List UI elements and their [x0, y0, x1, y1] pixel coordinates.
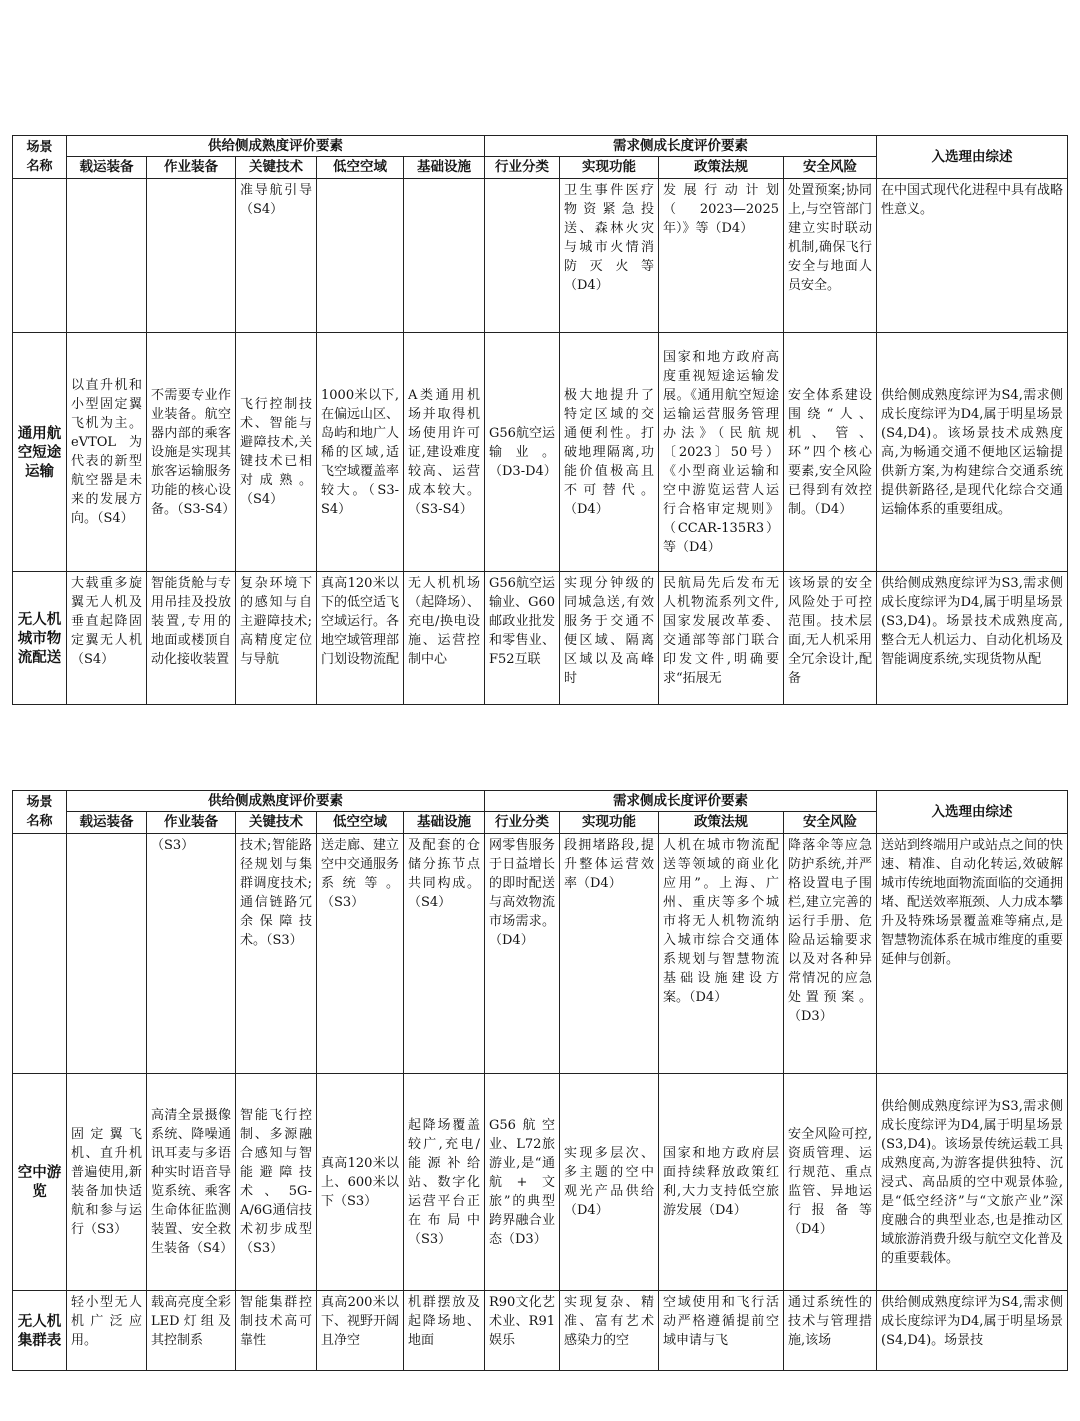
table-row	[13, 1074, 1068, 1291]
cell-summary: 供给侧成熟度综评为S4,需求侧成长度综评为D4,属于明星场景(S4,D4)。场景技	[877, 1291, 1068, 1371]
cell-safety: 处置预案;协同上,与空管部门建立实时联动机制,确保飞行安全与地面人员安全。	[784, 179, 877, 333]
header-col: 关键技术	[236, 812, 317, 834]
header-col: 载运装备	[67, 157, 147, 179]
cell-policy: 空域使用和飞行活动严格遵循提前空域申请与飞	[659, 1291, 784, 1371]
cell-summary: 供给侧成熟度综评为S3,需求侧成长度综评为D4,属于明星场景(S3,D4)。该场景传统运载工具成熟度高,为游客提供独特、沉浸式、高品质的空中观景体验,是“低空经济”与“文旅产业”深度融合的典型业态,也是推动区域旅游消费升级与航空文化普及的重要载体。	[877, 1074, 1068, 1291]
cell-work-equipment: 高清全景摄像系统、降噪通讯耳麦与多语种实时语音导览系统、乘客生命体征监测装置、安全救生装备（S4）	[147, 1074, 236, 1291]
header-col: 安全风险	[784, 812, 877, 834]
cell-carrier: 固定翼飞机、直升机普遍使用,新装备加快适航和参与运行（S3）	[67, 1074, 147, 1291]
cell-policy: 国家和地方政府高度重视短途运输发展。《通用航空短途运输运营服务管理办法》（民航规〔2023〕50号）《小型商业运输和空中游览运营人运行合格审定规则》（CCAR-135R3）等（D4）	[659, 333, 784, 572]
cell-work-equipment: 不需要专业作业装备。航空器内部的乘客设施是实现其旅客运输服务功能的核心设备。（S3-S4）	[147, 333, 236, 572]
cell-function: 实现多层次、多主题的空中观光产品供给（D4）	[560, 1074, 659, 1291]
cell-function: 极大地提升了特定区域的交通便利性。打破地理隔离,功能价值极高且不可替代。（D4）	[560, 333, 659, 572]
cell-key-tech: 技术;智能路径规划与集群调度技术;通信链路冗余保障技术。（S3）	[236, 834, 317, 1074]
cell-infrastructure: 起降场覆盖较广,充电/能源补给站、数字化运营平台正在布局中（S3）	[404, 1074, 485, 1291]
header-col: 基础设施	[404, 157, 485, 179]
header-summary: 入选理由综述	[877, 791, 1068, 834]
cell-infrastructure: 及配套的仓储分拣节点共同构成。（S4）	[404, 834, 485, 1074]
evaluation-table-part2	[12, 790, 1068, 1371]
scene-name	[13, 179, 67, 333]
scene-name: 无人机集群表	[13, 1291, 67, 1371]
cell-function: 卫生事件医疗物资紧急投送、森林火灾与城市火情消防灭火等（D4）	[560, 179, 659, 333]
header-col: 安全风险	[784, 157, 877, 179]
cell-airspace: 1000米以下,在偏远山区、岛屿和地广人稀的区域,适飞空域覆盖率较大。（S3-S4）	[317, 333, 404, 572]
evaluation-table-part1	[12, 135, 1068, 705]
cell-airspace: 真高120米以上、600米以下（S3）	[317, 1074, 404, 1291]
header-col: 载运装备	[67, 812, 147, 834]
cell-industry: R90文化艺术业、R91娱乐	[485, 1291, 560, 1371]
header-demand-group: 需求侧成长度评价要素	[485, 791, 877, 812]
cell-work-equipment: 智能货舱与专用吊挂及投放装置,专用的地面或楼顶自动化接收装置	[147, 572, 236, 705]
cell-key-tech: 准导航引导（S4）	[236, 179, 317, 333]
cell-summary: 供给侧成熟度综评为S4,需求侧成长度综评为D4,属于明星场景(S4,D4)。该场景技术成熟度高,为畅通交通不便地区运输提供新方案,为构建综合交通系统提供新路径,是现代化综合交通运输体系的重要组成。	[877, 333, 1068, 572]
cell-safety: 通过系统性的技术与管理措施,该场	[784, 1291, 877, 1371]
header-col: 作业装备	[147, 157, 236, 179]
header-demand-group: 需求侧成长度评价要素	[485, 136, 877, 157]
cell-industry: G56航空运输业、G60邮政业批发和零售业、F52互联	[485, 572, 560, 705]
cell-carrier: 以直升机和小型固定翼飞机为主。eVTOL为代表的新型航空器是未来的发展方向。（S4）	[67, 333, 147, 572]
table-row	[13, 834, 1068, 1074]
cell-industry: G56航空运输业。（D3-D4）	[485, 333, 560, 572]
header-supply-group: 供给侧成熟度评价要素	[67, 791, 485, 812]
header-col: 行业分类	[485, 812, 560, 834]
cell-function: 段拥堵路段,提升整体运营效率（D4）	[560, 834, 659, 1074]
cell-safety: 安全风险可控,资质管理、运行规范、重点监管、异地运行报备等（D4）	[784, 1074, 877, 1291]
cell-function: 实现复杂、精准、富有艺术感染力的空	[560, 1291, 659, 1371]
header-col: 低空空域	[317, 157, 404, 179]
cell-airspace: 送走廊、建立空中交通服务系统等。（S3）	[317, 834, 404, 1074]
cell-policy: 发展行动计划（2023—2025年）》等（D4）	[659, 179, 784, 333]
cell-carrier	[67, 179, 147, 333]
cell-infrastructure: 无人机机场（起降场）、充电/换电设施、运营控制中心	[404, 572, 485, 705]
cell-industry: 网零售服务于日益增长的即时配送与高效物流市场需求。（D4）	[485, 834, 560, 1074]
header-col: 基础设施	[404, 812, 485, 834]
header-col: 政策法规	[659, 812, 784, 834]
cell-summary: 送站到终端用户或站点之间的快速、精准、自动化转运,效破解城市传统地面物流面临的交通拥堵、配送效率瓶颈、人力成本攀升及特殊场景覆盖难等痛点,是智慧物流体系在城市维度的重要延伸与创新。	[877, 834, 1068, 1074]
cell-work-equipment: 载高亮度全彩LED灯组及其控制系	[147, 1291, 236, 1371]
table-row	[13, 1291, 1068, 1371]
cell-safety: 降落伞等应急防护系统,并严格设置电子围栏,建立完善的运行手册、危险品运输要求以及对各种异常情况的应急处置预案。（D3）	[784, 834, 877, 1074]
header-col: 低空空域	[317, 812, 404, 834]
cell-carrier	[67, 834, 147, 1074]
cell-policy: 国家和地方政府层面持续释放政策红利,大力支持低空旅游发展（D4）	[659, 1074, 784, 1291]
cell-airspace	[317, 179, 404, 333]
header-col: 实现功能	[560, 157, 659, 179]
cell-airspace: 真高200米以下、视野开阔且净空	[317, 1291, 404, 1371]
header-col: 行业分类	[485, 157, 560, 179]
cell-function: 实现分钟级的同城急送,有效服务于交通不便区域、隔离区域以及高峰时	[560, 572, 659, 705]
cell-infrastructure: A类通用机场并取得机场使用许可证,建设难度较高、运营成本较大。（S3-S4）	[404, 333, 485, 572]
header-summary: 入选理由综述	[877, 136, 1068, 179]
table-row	[13, 179, 1068, 333]
cell-industry: G56航空业、L72旅游业,是“通航+文旅”的典型跨界融合业态（D3）	[485, 1074, 560, 1291]
cell-summary: 在中国式现代化进程中具有战略性意义。	[877, 179, 1068, 333]
header-col: 关键技术	[236, 157, 317, 179]
header-col: 政策法规	[659, 157, 784, 179]
cell-work-equipment	[147, 179, 236, 333]
cell-key-tech: 飞行控制技术、智能与避障技术,关键技术已相对成熟。（S4）	[236, 333, 317, 572]
scene-name: 通用航空短途运输	[13, 333, 67, 572]
table-row	[13, 572, 1068, 705]
scene-name: 无人机城市物流配送	[13, 572, 67, 705]
cell-safety: 该场景的安全风险处于可控范围。技术层面,无人机采用全冗余设计,配备	[784, 572, 877, 705]
header-col: 实现功能	[560, 812, 659, 834]
cell-key-tech: 智能集群控制技术高可靠性	[236, 1291, 317, 1371]
scene-name: 空中游览	[13, 1074, 67, 1291]
cell-safety: 安全体系建设围绕“人、机、管、环”四个核心要素,安全风险已得到有效控制。（D4）	[784, 333, 877, 572]
table-row	[13, 333, 1068, 572]
cell-carrier: 大载重多旋翼无人机及垂直起降固定翼无人机（S4）	[67, 572, 147, 705]
cell-policy: 民航局先后发布无人机物流系列文件,国家发展改革委、交通部等部门联合印发文件,明确要求“拓展无	[659, 572, 784, 705]
cell-summary: 供给侧成熟度综评为S3,需求侧成长度综评为D4,属于明星场景(S3,D4)。场景技术成熟度高,整合无人机运力、自动化机场及智能调度系统,实现货物从配	[877, 572, 1068, 705]
cell-policy: 人机在城市物流配送等领域的商业化应用”。上海、广州、重庆等多个城市将无人机物流纳入城市综合交通体系规划与智慧物流基础设施建设方案。（D4）	[659, 834, 784, 1074]
cell-key-tech: 智能飞行控制、多源融合感知与智能避障技术、5G-A/6G通信技术初步成型（S3）	[236, 1074, 317, 1291]
cell-industry	[485, 179, 560, 333]
cell-work-equipment: （S3）	[147, 834, 236, 1074]
header-scene: 场景 名称	[13, 791, 67, 834]
cell-infrastructure	[404, 179, 485, 333]
cell-infrastructure: 机群摆放及起降场地、地面	[404, 1291, 485, 1371]
cell-key-tech: 复杂环境下的感知与自主避障技术;高精度定位与导航	[236, 572, 317, 705]
header-supply-group: 供给侧成熟度评价要素	[67, 136, 485, 157]
cell-airspace: 真高120米以下的低空适飞空域运行。各地空域管理部门划设物流配	[317, 572, 404, 705]
scene-name	[13, 834, 67, 1074]
header-scene: 场景 名称	[13, 136, 67, 179]
header-col: 作业装备	[147, 812, 236, 834]
cell-carrier: 轻小型无人机广泛应用。	[67, 1291, 147, 1371]
